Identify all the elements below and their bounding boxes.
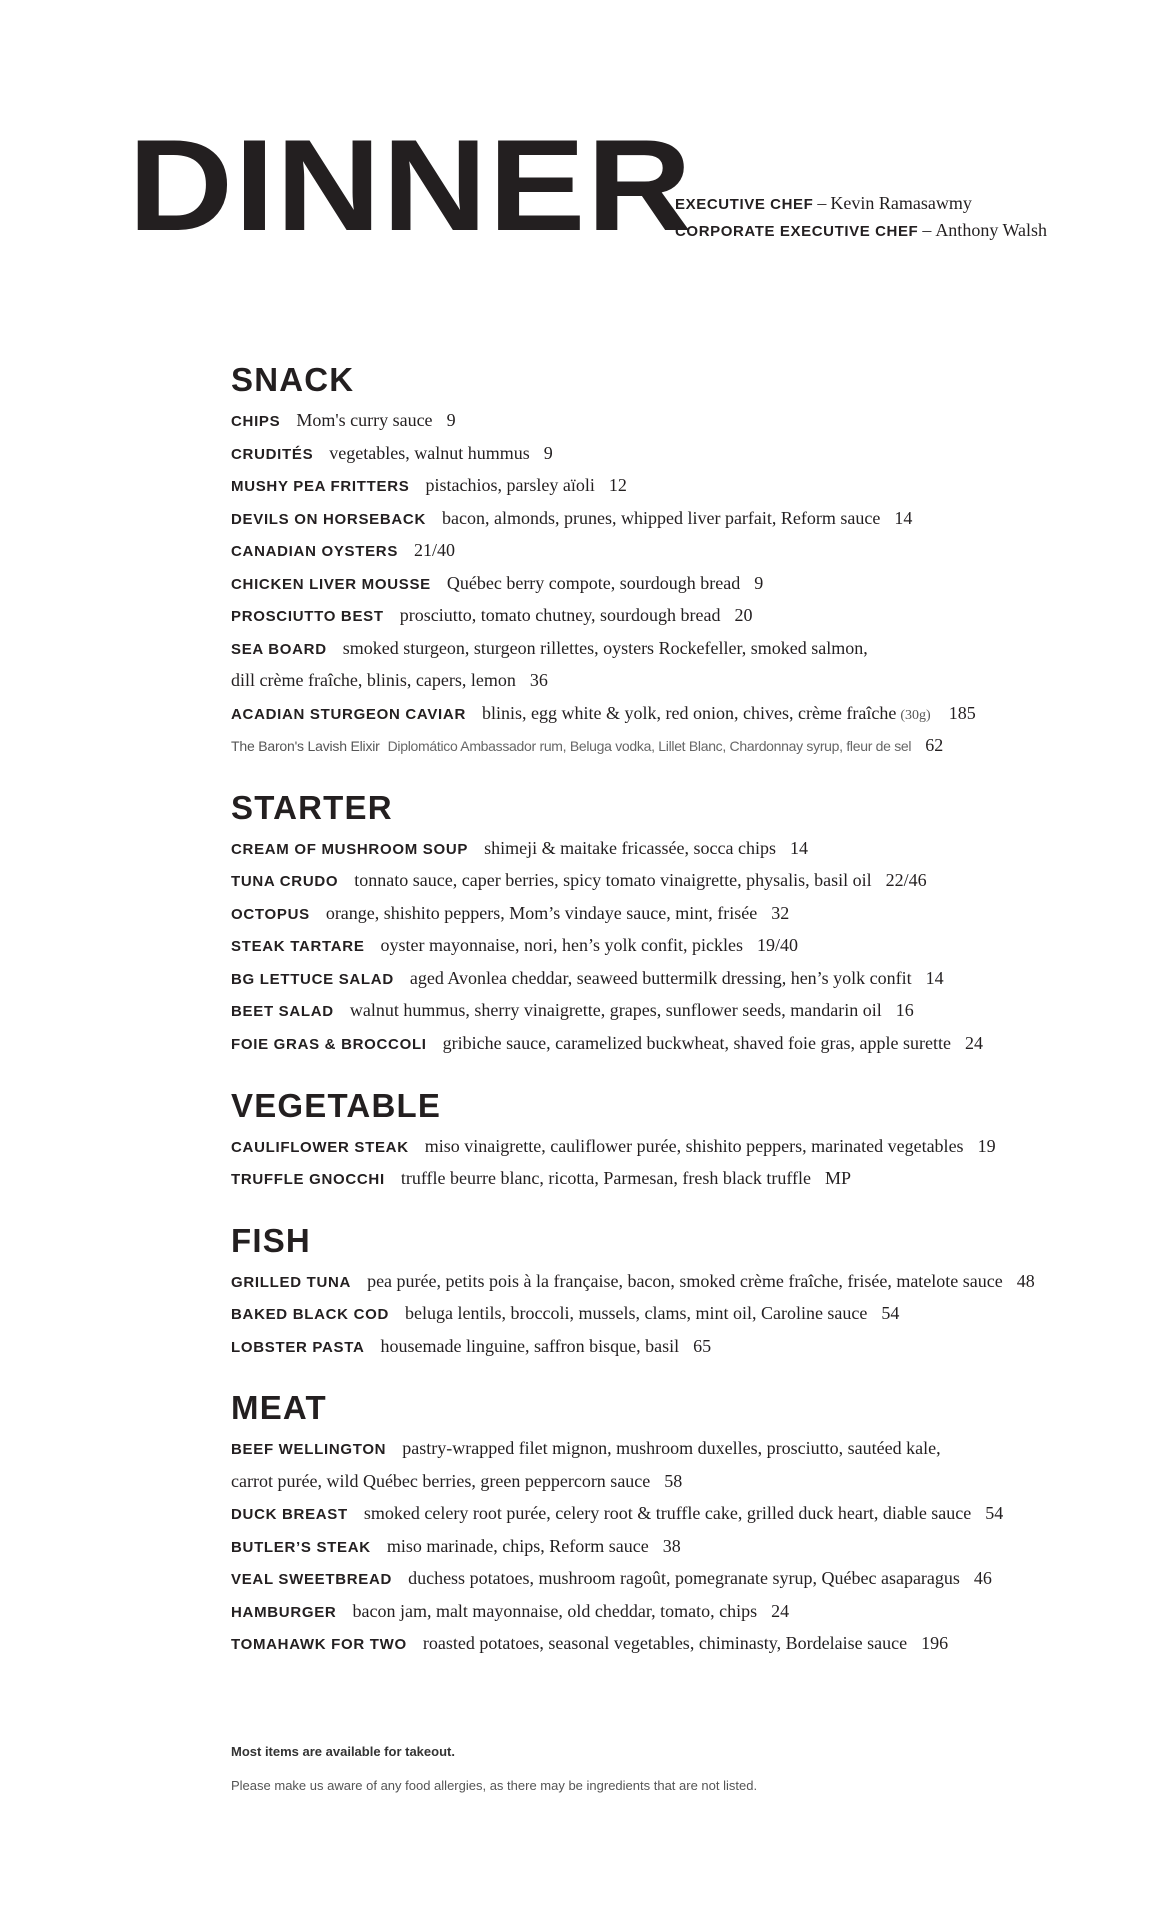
item-price: 16 xyxy=(895,1000,914,1020)
section-heading-meat: MEAT xyxy=(231,1389,327,1426)
item-size: (30g) xyxy=(900,708,931,723)
item-name: DEVILS ON HORSEBACK xyxy=(231,511,426,528)
item-name: ACADIAN STURGEON CAVIAR xyxy=(231,706,466,723)
item-name: MUSHY PEA FRITTERS xyxy=(231,478,410,495)
item-description: Diplomático Ambassador rum, Beluga vodka, Lillet Blanc, Chardonnay syrup, fleur de sel xyxy=(387,738,912,754)
menu-item-crudites xyxy=(231,441,553,465)
item-description: pastry-wrapped filet mignon, mushroom duxelles, prosciutto, sautéed kale, xyxy=(402,1438,941,1458)
menu-item-foie-gras-broccoli xyxy=(231,1031,983,1055)
item-price: 12 xyxy=(608,475,627,495)
item-price: MP xyxy=(825,1168,852,1188)
item-name: CRUDITÉS xyxy=(231,446,314,463)
item-price: 48 xyxy=(1016,1271,1035,1291)
chef-role: CORPORATE EXECUTIVE CHEF xyxy=(675,223,919,240)
item-price: 21/40 xyxy=(414,540,456,560)
item-name: The Baron's Lavish Elixir xyxy=(231,738,380,754)
item-description: gribiche sauce, caramelized buckwheat, shaved foie gras, apple surette xyxy=(442,1033,951,1053)
item-price: 196 xyxy=(921,1633,949,1653)
menu-item-baked-black-cod xyxy=(231,1301,899,1325)
item-price: 24 xyxy=(771,1601,790,1621)
chef-name: Kevin Ramasawmy xyxy=(830,193,972,213)
item-description: vegetables, walnut hummus xyxy=(329,443,530,463)
menu-item-duck-breast xyxy=(231,1501,1003,1525)
menu-item-beef-wellington xyxy=(231,1436,955,1460)
allergy-note: Please make us aware of any food allergies, as there may be ingredients that are not listed. xyxy=(231,1778,758,1793)
item-price: 9 xyxy=(446,410,456,430)
chef-dash: – xyxy=(922,220,932,240)
item-description: orange, shishito peppers, Mom’s vindaye sauce, mint, frisée xyxy=(325,903,758,923)
chef-name: Anthony Walsh xyxy=(935,220,1048,240)
item-price: 9 xyxy=(543,443,553,463)
menu-item-steak-tartare xyxy=(231,933,798,957)
item-name: BAKED BLACK COD xyxy=(231,1306,389,1323)
menu-item-cauliflower-steak xyxy=(231,1134,996,1158)
item-description: smoked sturgeon, sturgeon rillettes, oysters Rockefeller, smoked salmon, xyxy=(342,638,868,658)
menu-item-butlers-steak xyxy=(231,1534,681,1558)
item-description: oyster mayonnaise, nori, hen’s yolk confit, pickles xyxy=(380,935,743,955)
menu-item-mushy-pea-fritters xyxy=(231,473,627,497)
menu-item-chicken-liver-mousse xyxy=(231,571,763,595)
item-description: carrot purée, wild Québec berries, green peppercorn sauce xyxy=(231,1471,651,1491)
item-name: CHICKEN LIVER MOUSSE xyxy=(231,576,431,593)
takeout-note: Most items are available for takeout. xyxy=(231,1744,455,1759)
menu-item-veal-sweetbread xyxy=(231,1566,992,1590)
menu-item-lobster-pasta xyxy=(231,1334,711,1358)
menu-item-octopus xyxy=(231,901,789,925)
menu-item-cream-of-mushroom-soup xyxy=(231,836,808,860)
item-name: BEET SALAD xyxy=(231,1003,334,1020)
item-name: VEAL SWEETBREAD xyxy=(231,1571,393,1588)
item-price: 19 xyxy=(977,1136,996,1156)
executive-chef-line xyxy=(675,190,1047,217)
item-description: Québec berry compote, sourdough bread xyxy=(446,573,741,593)
item-name: BUTLER’S STEAK xyxy=(231,1539,371,1556)
section-heading-starter: STARTER xyxy=(231,789,393,826)
item-name: FOIE GRAS & BROCCOLI xyxy=(231,1036,427,1053)
item-price: 46 xyxy=(973,1568,992,1588)
item-description: beluga lentils, broccoli, mussels, clams, mint oil, Caroline sauce xyxy=(405,1303,868,1323)
item-description: bacon jam, malt mayonnaise, old cheddar, tomato, chips xyxy=(352,1601,758,1621)
section-heading-fish: FISH xyxy=(231,1222,311,1259)
footer-notes xyxy=(231,1740,757,1798)
item-description: bacon, almonds, prunes, whipped liver parfait, Reform sauce xyxy=(442,508,881,528)
item-price: 58 xyxy=(664,1471,683,1491)
item-price: 185 xyxy=(948,703,976,723)
chef-dash: – xyxy=(817,193,827,213)
item-name: STEAK TARTARE xyxy=(231,938,365,955)
item-description: miso marinade, chips, Reform sauce xyxy=(386,1536,649,1556)
menu-item-chips xyxy=(231,408,456,432)
item-price: 62 xyxy=(925,735,944,755)
item-description: duchess potatoes, mushroom ragoût, pomegranate syrup, Québec asaparagus xyxy=(408,1568,960,1588)
item-name: CAULIFLOWER STEAK xyxy=(231,1139,409,1156)
item-name: CHIPS xyxy=(231,413,281,430)
item-price: 20 xyxy=(734,605,753,625)
item-price: 14 xyxy=(925,968,944,988)
item-name: SEA BOARD xyxy=(231,641,327,658)
menu-item-prosciutto-best xyxy=(231,603,753,627)
item-description: aged Avonlea cheddar, seaweed buttermilk dressing, hen’s yolk confit xyxy=(409,968,912,988)
item-description: blinis, egg white & yolk, red onion, chives, crème fraîche xyxy=(482,703,897,723)
menu-item-canadian-oysters xyxy=(231,538,455,562)
menu-item-acadian-sturgeon-caviar xyxy=(231,701,976,725)
item-name: BG LETTUCE SALAD xyxy=(231,971,394,988)
menu-item-beet-salad xyxy=(231,998,914,1022)
chef-credits xyxy=(675,190,1047,244)
item-name: CANADIAN OYSTERS xyxy=(231,543,399,560)
item-name: BEEF WELLINGTON xyxy=(231,1441,387,1458)
menu-item-sea-board-continued xyxy=(231,668,548,692)
item-price: 22/46 xyxy=(885,870,927,890)
item-price: 14 xyxy=(789,838,808,858)
section-heading-snack: SNACK xyxy=(231,361,355,398)
item-description: shimeji & maitake fricassée, socca chips xyxy=(484,838,776,858)
item-name: TOMAHAWK FOR TWO xyxy=(231,1636,407,1653)
item-price: 38 xyxy=(662,1536,681,1556)
item-description: dill crème fraîche, blinis, capers, lemon xyxy=(231,670,516,690)
chef-role: EXECUTIVE CHEF xyxy=(675,196,814,213)
item-description: tonnato sauce, caper berries, spicy tomato vinaigrette, physalis, basil oil xyxy=(354,870,872,890)
item-price: 54 xyxy=(881,1303,900,1323)
item-description: roasted potatoes, seasonal vegetables, chiminasty, Bordelaise sauce xyxy=(422,1633,908,1653)
item-name: PROSCIUTTO BEST xyxy=(231,608,384,625)
item-description: prosciutto, tomato chutney, sourdough bread xyxy=(399,605,721,625)
item-price: 65 xyxy=(693,1336,712,1356)
menu-item-sea-board xyxy=(231,636,882,660)
item-name: OCTOPUS xyxy=(231,906,310,923)
item-description: smoked celery root purée, celery root & truffle cake, grilled duck heart, diable sauce xyxy=(363,1503,972,1523)
item-description: truffle beurre blanc, ricotta, Parmesan, fresh black truffle xyxy=(400,1168,811,1188)
item-price: 54 xyxy=(985,1503,1004,1523)
item-price: 36 xyxy=(529,670,548,690)
menu-item-beef-wellington-continued xyxy=(231,1469,682,1493)
menu-item-tuna-crudo xyxy=(231,868,927,892)
item-price: 14 xyxy=(894,508,913,528)
section-heading-vegetable: VEGETABLE xyxy=(231,1087,442,1124)
item-description: Mom's curry sauce xyxy=(296,410,433,430)
menu-item-hamburger xyxy=(231,1599,789,1623)
item-description: pea purée, petits pois à la française, bacon, smoked crème fraîche, frisée, matelote sauce xyxy=(367,1271,1003,1291)
item-price: 24 xyxy=(964,1033,983,1053)
item-description: pistachios, parsley aïoli xyxy=(425,475,595,495)
item-price: 19/40 xyxy=(756,935,798,955)
menu-item-truffle-gnocchi xyxy=(231,1166,851,1190)
menu-item-barons-lavish-elixir xyxy=(231,733,943,757)
item-name: DUCK BREAST xyxy=(231,1506,348,1523)
menu-item-tomahawk-for-two xyxy=(231,1631,948,1655)
item-price: 9 xyxy=(754,573,764,593)
item-name: LOBSTER PASTA xyxy=(231,1339,365,1356)
item-description: housemade linguine, saffron bisque, basil xyxy=(380,1336,680,1356)
item-description: miso vinaigrette, cauliflower purée, shishito peppers, marinated vegetables xyxy=(424,1136,964,1156)
item-name: TRUFFLE GNOCCHI xyxy=(231,1171,385,1188)
item-price: 32 xyxy=(771,903,790,923)
page-title: DINNER xyxy=(128,112,693,258)
item-description: walnut hummus, sherry vinaigrette, grapes, sunflower seeds, mandarin oil xyxy=(349,1000,882,1020)
menu-item-grilled-tuna xyxy=(231,1269,1035,1293)
corporate-chef-line xyxy=(675,217,1047,244)
item-name: GRILLED TUNA xyxy=(231,1274,352,1291)
item-name: TUNA CRUDO xyxy=(231,873,339,890)
item-name: CREAM OF MUSHROOM SOUP xyxy=(231,841,469,858)
menu-item-devils-on-horseback xyxy=(231,506,912,530)
menu-item-bg-lettuce-salad xyxy=(231,966,944,990)
item-name: HAMBURGER xyxy=(231,1604,337,1621)
